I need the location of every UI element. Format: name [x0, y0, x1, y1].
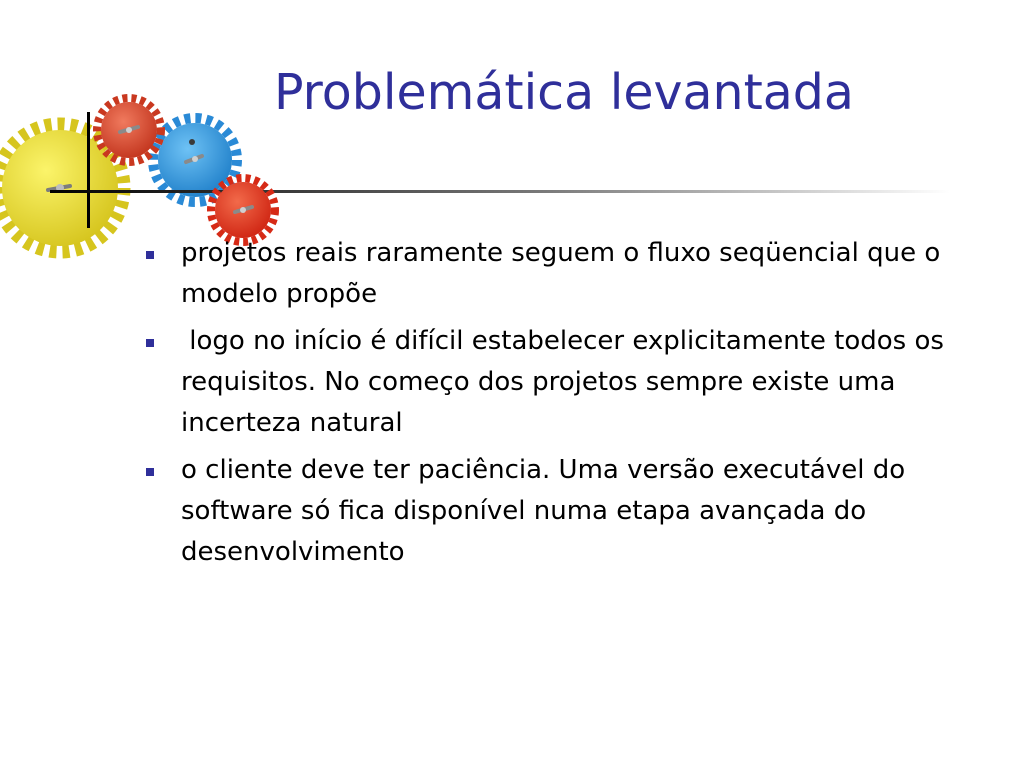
horizontal-accent-line — [50, 190, 950, 193]
bullet-list — [146, 233, 981, 579]
bullet-text: o cliente deve ter paciência. Uma versão executável do software só fica disponível numa etapa avançada do desenvolvimento — [181, 455, 914, 567]
bullet-item — [146, 321, 981, 444]
bullet-item — [146, 450, 981, 573]
square-bullet-icon — [146, 468, 154, 476]
bullet-text: projetos reais raramente seguem o fluxo seqüencial que o modelo propõe — [181, 238, 949, 309]
slide-title: Problemática levantada — [274, 64, 854, 121]
bullet-text: logo no início é difícil estabelecer explicitamente todos os requisitos. No começo dos projetos sempre existe uma incerteza natural — [181, 326, 953, 438]
red-gear-icon — [97, 98, 161, 162]
square-bullet-icon — [146, 251, 154, 259]
bullet-item — [146, 233, 981, 315]
gears-decoration — [0, 0, 1024, 260]
vertical-accent-line — [87, 112, 90, 228]
square-bullet-icon — [146, 339, 154, 347]
